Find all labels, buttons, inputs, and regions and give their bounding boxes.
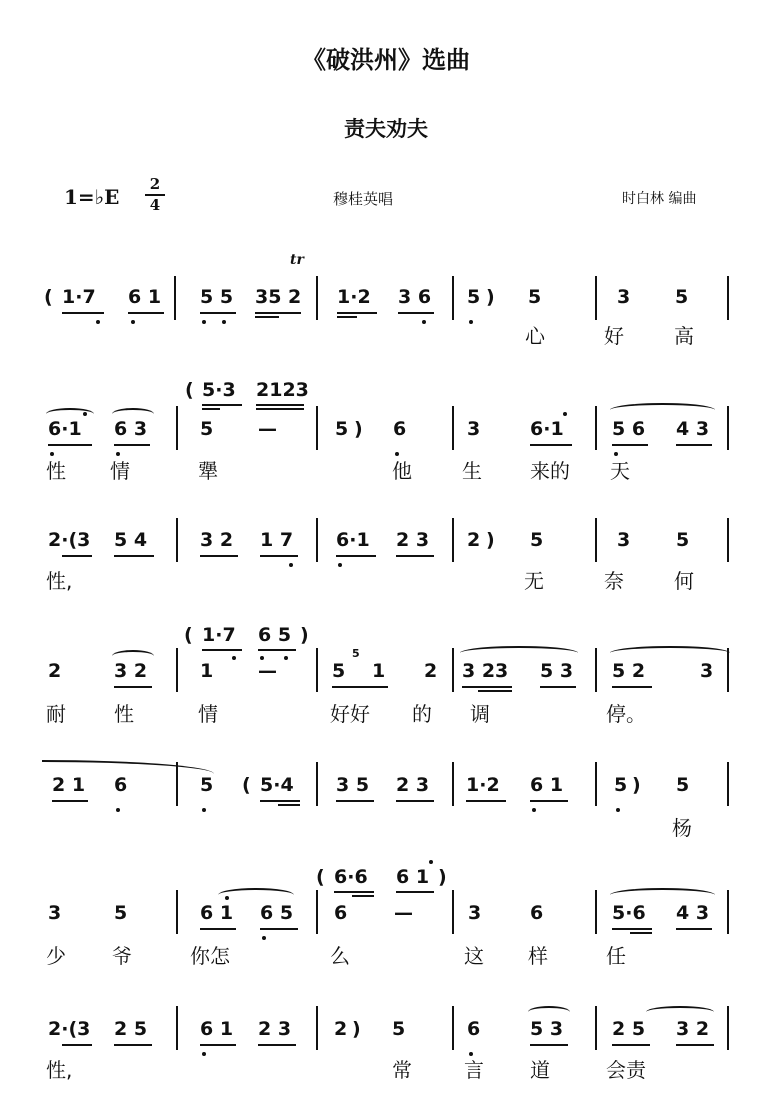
- slur: [112, 650, 154, 662]
- bar-line: [316, 648, 318, 692]
- note-group: 1·2: [466, 774, 500, 796]
- beam: [62, 555, 92, 557]
- bar-line: [452, 890, 454, 934]
- open-paren: (: [44, 286, 53, 308]
- slur: [218, 888, 294, 902]
- low-octave-dot: [338, 563, 342, 567]
- beam: [630, 932, 652, 934]
- note-group: 3 5: [336, 774, 370, 796]
- low-octave-dot: [131, 320, 135, 324]
- beam: [114, 1044, 152, 1046]
- note-group: 6: [467, 1018, 481, 1040]
- note-group: 5 4: [114, 529, 148, 551]
- note-group: 6: [393, 418, 407, 440]
- note-group: 1 7: [260, 529, 294, 551]
- note-group: 5: [528, 286, 542, 308]
- note-group: 3: [700, 660, 714, 682]
- note-group: 6 1: [200, 902, 234, 924]
- lyric: 么: [330, 944, 350, 968]
- note-group: 6 1: [396, 866, 430, 888]
- note-group: 3: [467, 418, 481, 440]
- beam: [260, 800, 300, 802]
- close-paren: ): [438, 866, 447, 888]
- beam: [114, 555, 154, 557]
- bar-line: [452, 762, 454, 806]
- beam: [396, 891, 434, 893]
- note-group: 6 5: [258, 624, 292, 646]
- beam: [258, 649, 296, 651]
- note-group: 3 6: [398, 286, 432, 308]
- note-group: 1·7: [62, 286, 96, 308]
- beam: [278, 804, 300, 806]
- song-title: 《破洪州》选曲: [302, 46, 470, 74]
- note-group: 2 5: [612, 1018, 646, 1040]
- bar-line: [452, 648, 454, 692]
- beam: [200, 1044, 236, 1046]
- beam: [676, 928, 712, 930]
- note-group: 5·3: [202, 379, 236, 401]
- note-group: 2 3: [396, 529, 430, 551]
- close-paren: ): [354, 418, 363, 440]
- bar-line: [452, 518, 454, 562]
- lyric: 言: [464, 1058, 484, 1082]
- lyric: 来的: [530, 459, 570, 483]
- note-group: 6·6: [334, 866, 368, 888]
- bar-line: [452, 1006, 454, 1050]
- high-octave-dot: [225, 896, 229, 900]
- bar-line: [452, 406, 454, 450]
- bar-line: [316, 890, 318, 934]
- note-group: 5: [114, 902, 128, 924]
- dash: —: [258, 660, 277, 682]
- bar-line: [595, 1006, 597, 1050]
- beam: [128, 312, 164, 314]
- bar-line: [316, 518, 318, 562]
- bar-line: [176, 518, 178, 562]
- lyric: 停。: [606, 702, 646, 726]
- beam: [258, 1044, 296, 1046]
- note-group: 6·1: [336, 529, 370, 551]
- lyric: 何: [674, 569, 694, 593]
- slur: [112, 408, 154, 420]
- lyric: 性: [46, 459, 66, 483]
- bar-line: [727, 890, 729, 934]
- note-group: 1: [200, 660, 214, 682]
- low-octave-dot: [262, 936, 266, 940]
- low-octave-dot: [284, 656, 288, 660]
- lyric: 少: [46, 944, 66, 968]
- note-group: 3 2: [114, 660, 148, 682]
- note-group: 1·7: [202, 624, 236, 646]
- beam: [62, 312, 104, 314]
- beam: [612, 928, 652, 930]
- beam: [676, 1044, 714, 1046]
- note-group: 3 2: [200, 529, 234, 551]
- note-group: 1·2: [337, 286, 371, 308]
- bar-line: [595, 762, 597, 806]
- open-paren: (: [184, 624, 193, 646]
- note-group: 5: [530, 529, 544, 551]
- lyric: 样: [528, 944, 548, 968]
- low-octave-dot: [289, 563, 293, 567]
- beam: [256, 404, 304, 406]
- lyric: 生: [462, 459, 482, 483]
- high-octave-dot: [563, 412, 567, 416]
- slur: [42, 760, 214, 774]
- note-group: 2 5: [114, 1018, 148, 1040]
- bar-line: [595, 648, 597, 692]
- close-paren: ): [632, 774, 641, 796]
- song-subtitle: 责夫劝夫: [344, 117, 428, 141]
- note-group: 3 23: [462, 660, 509, 682]
- meter-bottom: 4: [149, 196, 161, 214]
- lyric: 好好: [330, 702, 370, 726]
- lyric: 道: [530, 1058, 550, 1082]
- beam: [478, 690, 512, 692]
- note-group: 2: [48, 660, 62, 682]
- beam: [255, 316, 279, 318]
- bar-line: [316, 406, 318, 450]
- note-group: 5 5: [200, 286, 234, 308]
- lyric: 这: [464, 944, 484, 968]
- beam: [332, 686, 388, 688]
- key-signature: 1=♭E: [64, 185, 120, 209]
- low-octave-dot: [616, 808, 620, 812]
- note-group: 5 6: [612, 418, 646, 440]
- note-group: 2: [334, 1018, 348, 1040]
- note-group: 2 3: [396, 774, 430, 796]
- time-signature: [145, 176, 165, 214]
- bar-line: [727, 406, 729, 450]
- lyric: 你怎: [190, 944, 230, 968]
- beam: [260, 928, 298, 930]
- beam: [62, 1044, 92, 1046]
- slur: [610, 646, 730, 660]
- beam: [676, 444, 712, 446]
- note-group: 5 3: [540, 660, 574, 682]
- slur: [528, 1006, 570, 1018]
- note-group: 5: [332, 660, 346, 682]
- beam: [352, 895, 374, 897]
- low-octave-dot: [116, 808, 120, 812]
- note-group: 2·(3: [48, 529, 91, 551]
- grace-note: 5: [352, 647, 360, 660]
- beam: [530, 800, 568, 802]
- beam: [202, 649, 242, 651]
- lyric: 无: [524, 569, 544, 593]
- note-group: 6 3: [114, 418, 148, 440]
- bar-line: [595, 890, 597, 934]
- beam: [114, 686, 152, 688]
- bar-line: [452, 276, 454, 320]
- close-paren: ): [352, 1018, 361, 1040]
- note-group: 3: [617, 286, 631, 308]
- note-group: 2 1: [52, 774, 86, 796]
- beam: [612, 686, 652, 688]
- low-octave-dot: [469, 320, 473, 324]
- beam: [336, 800, 374, 802]
- beam: [336, 555, 376, 557]
- dash: —: [258, 418, 277, 440]
- note-group: 5·6: [612, 902, 646, 924]
- note-group: 6 1: [530, 774, 564, 796]
- lyric: 杨: [672, 816, 692, 840]
- beam: [255, 312, 301, 314]
- beam: [202, 408, 220, 410]
- lyric: 的: [412, 702, 432, 726]
- bar-line: [176, 762, 178, 806]
- note-group: 2: [467, 529, 481, 551]
- lyric: 犟: [198, 459, 218, 483]
- bar-line: [727, 762, 729, 806]
- beam: [612, 444, 648, 446]
- note-group: 1: [372, 660, 386, 682]
- note-group: 5 2: [612, 660, 646, 682]
- bar-line: [727, 276, 729, 320]
- beam: [396, 800, 434, 802]
- lyric: 奈: [604, 569, 624, 593]
- low-octave-dot: [422, 320, 426, 324]
- lyric: 情: [198, 702, 218, 726]
- note-group: 5 3: [530, 1018, 564, 1040]
- note-group: 5: [200, 418, 214, 440]
- bar-line: [727, 648, 729, 692]
- notation-summary: [0, 0, 1, 1]
- bar-line: [595, 276, 597, 320]
- note-group: 5: [467, 286, 481, 308]
- bar-line: [316, 762, 318, 806]
- beam: [202, 404, 242, 406]
- note-group: 6: [530, 902, 544, 924]
- note-group: 5: [675, 286, 689, 308]
- beam: [114, 444, 150, 446]
- low-octave-dot: [96, 320, 100, 324]
- note-group: 5: [614, 774, 628, 796]
- bar-line: [176, 406, 178, 450]
- bar-line: [316, 276, 318, 320]
- bar-line: [176, 648, 178, 692]
- note-group: 3: [468, 902, 482, 924]
- beam: [48, 444, 92, 446]
- low-octave-dot: [202, 808, 206, 812]
- beam: [462, 686, 512, 688]
- close-paren: ): [300, 624, 309, 646]
- slur: [646, 1006, 714, 1018]
- high-octave-dot: [429, 860, 433, 864]
- bar-line: [727, 518, 729, 562]
- lyric: 性,: [46, 1058, 73, 1082]
- bar-line: [595, 406, 597, 450]
- bar-line: [176, 1006, 178, 1050]
- beam: [200, 555, 238, 557]
- trill-mark: tr: [290, 252, 304, 268]
- beam: [200, 928, 236, 930]
- beam: [540, 686, 576, 688]
- meter-top: 2: [149, 175, 161, 193]
- low-octave-dot: [532, 808, 536, 812]
- note-group: 35 2: [255, 286, 302, 308]
- note-group: 2 3: [258, 1018, 292, 1040]
- lyric: 任: [606, 944, 626, 968]
- system-1-notes: [0, 0, 1, 1]
- close-paren: ): [486, 286, 495, 308]
- beam: [466, 800, 506, 802]
- open-paren: (: [242, 774, 251, 796]
- bar-line: [176, 890, 178, 934]
- note-group: 2: [424, 660, 438, 682]
- low-octave-dot: [222, 320, 226, 324]
- bar-line: [174, 276, 176, 320]
- beam: [530, 444, 572, 446]
- note-group: 6: [114, 774, 128, 796]
- note-group: 4 3: [676, 418, 710, 440]
- beam: [334, 891, 374, 893]
- low-octave-dot: [232, 656, 236, 660]
- note-group: 6·1: [530, 418, 564, 440]
- note-group: 6 1: [200, 1018, 234, 1040]
- lyric: 调: [470, 702, 490, 726]
- low-octave-dot: [202, 1052, 206, 1056]
- arranger-credit: 时白林 编曲: [622, 191, 697, 207]
- lyric: 常: [392, 1058, 412, 1082]
- slur: [610, 403, 715, 417]
- beam: [396, 555, 434, 557]
- low-octave-dot: [202, 320, 206, 324]
- note-group: 3 2: [676, 1018, 710, 1040]
- note-group: 3: [48, 902, 62, 924]
- beam: [200, 312, 236, 314]
- beam: [337, 316, 357, 318]
- bar-line: [595, 518, 597, 562]
- beam: [260, 555, 298, 557]
- note-group: 6: [334, 902, 348, 924]
- lyric: 性,: [46, 569, 73, 593]
- note-group: 2·(3: [48, 1018, 91, 1040]
- note-group: 6 5: [260, 902, 294, 924]
- close-paren: ): [486, 529, 495, 551]
- note-group: 5: [676, 774, 690, 796]
- beam: [398, 312, 434, 314]
- note-group: 2123: [256, 379, 309, 401]
- singer-credit: 穆桂英唱: [333, 190, 394, 208]
- note-group: 5: [392, 1018, 406, 1040]
- bar-line: [727, 1006, 729, 1050]
- lyric: 会责: [606, 1058, 646, 1082]
- beam: [52, 800, 88, 802]
- beam: [612, 1044, 650, 1046]
- slur: [460, 646, 578, 660]
- beam: [530, 1044, 568, 1046]
- note-group: 6·1: [48, 418, 82, 440]
- lyric: 天: [610, 459, 630, 483]
- note-group: 5: [676, 529, 690, 551]
- beam: [337, 312, 377, 314]
- note-group: 3: [617, 529, 631, 551]
- note-group: 5: [335, 418, 349, 440]
- beam: [256, 408, 304, 410]
- lyric: 好: [604, 324, 624, 348]
- open-paren: (: [316, 866, 325, 888]
- lyric: 他: [392, 459, 412, 483]
- open-paren: (: [185, 379, 194, 401]
- lyric: 耐: [46, 702, 66, 726]
- lyric: 情: [110, 459, 130, 483]
- bar-line: [316, 1006, 318, 1050]
- lyric: 高: [674, 324, 694, 348]
- lyric: 心: [525, 324, 545, 348]
- slur: [610, 888, 715, 902]
- lyric: 爷: [112, 944, 132, 968]
- lyric: 性: [114, 702, 134, 726]
- note-group: 4 3: [676, 902, 710, 924]
- high-octave-dot: [83, 412, 87, 416]
- note-group: 6 1: [128, 286, 162, 308]
- dash: —: [394, 902, 413, 924]
- note-group: 5·4: [260, 774, 294, 796]
- note-group: 5: [200, 774, 214, 796]
